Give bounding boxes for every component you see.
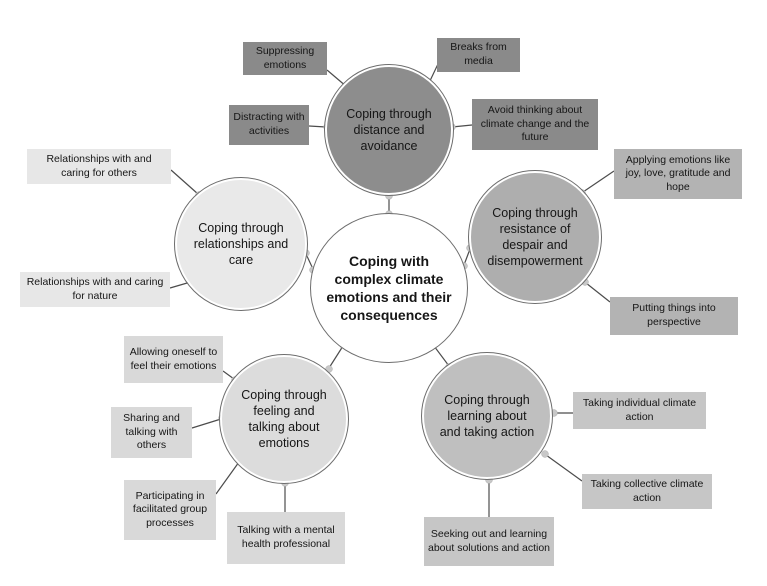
satellite-label: Putting things into perspective [632, 302, 716, 328]
cluster-circle-distance-avoidance [325, 65, 453, 195]
satellite-label: Applying emotions like joy, love, gratitude and hope [625, 153, 731, 193]
cluster-label: Coping through relationships and care [193, 221, 289, 267]
satellite-box-caring-for-others [27, 149, 171, 184]
satellite-label: Relationships with and caring for others [46, 152, 152, 179]
cluster-circle-relationships-care [175, 178, 307, 310]
satellite-label: Relationships with and caring for nature [26, 275, 164, 302]
satellite-box-suppressing-emotions [243, 42, 327, 75]
satellite-box-distracting-with-activities [229, 105, 309, 145]
satellite-box-mental-health-professional [227, 512, 345, 564]
satellite-label: Taking collective climate action [590, 477, 704, 504]
satellite-box-allowing-oneself-to-feel [124, 336, 223, 383]
satellite-label: Distracting with activities [233, 111, 305, 137]
satellite-label: Talking with a mental health professional [237, 524, 335, 550]
center-node-label: Coping with complex climate emotions and their consequences [326, 252, 452, 324]
satellite-label: Avoid thinking about climate change and the future [480, 104, 590, 144]
satellite-label: Participating in facilitated group processes [132, 489, 208, 529]
satellite-label: Suppressing emotions [255, 44, 315, 71]
cluster-circle-learning-action [422, 353, 552, 479]
satellite-box-avoid-thinking [472, 99, 598, 150]
cluster-label: Coping through distance and avoidance [346, 107, 432, 153]
satellite-label: Sharing and talking with others [123, 412, 180, 452]
satellite-box-caring-for-nature [20, 272, 170, 307]
satellite-box-putting-things-into-perspective [610, 297, 738, 335]
cluster-circle-feeling-talking [220, 355, 348, 483]
satellite-box-collective-climate-action [582, 474, 712, 509]
satellite-label: Breaks from media [450, 41, 507, 67]
satellite-box-breaks-from-media [437, 38, 520, 72]
satellite-box-applying-emotions [614, 149, 742, 199]
satellite-box-sharing-and-talking [111, 407, 192, 458]
satellite-label: Allowing oneself to feel their emotions [129, 345, 218, 372]
satellite-box-individual-climate-action [573, 392, 706, 429]
satellite-label: Taking individual climate action [582, 396, 697, 423]
cluster-label: Coping through resistance of despair and disempowerment [487, 206, 583, 268]
satellite-box-facilitated-group-processes [124, 480, 216, 540]
center-node-circle [311, 214, 467, 362]
cluster-label: Coping through learning about and taking action [439, 393, 535, 439]
cluster-label: Coping through feeling and talking about emotions [241, 388, 327, 450]
satellite-box-seeking-solutions [424, 517, 554, 566]
cluster-circle-resistance-despair [469, 171, 601, 303]
satellite-label: Seeking out and learning about solutions and action [428, 527, 551, 554]
